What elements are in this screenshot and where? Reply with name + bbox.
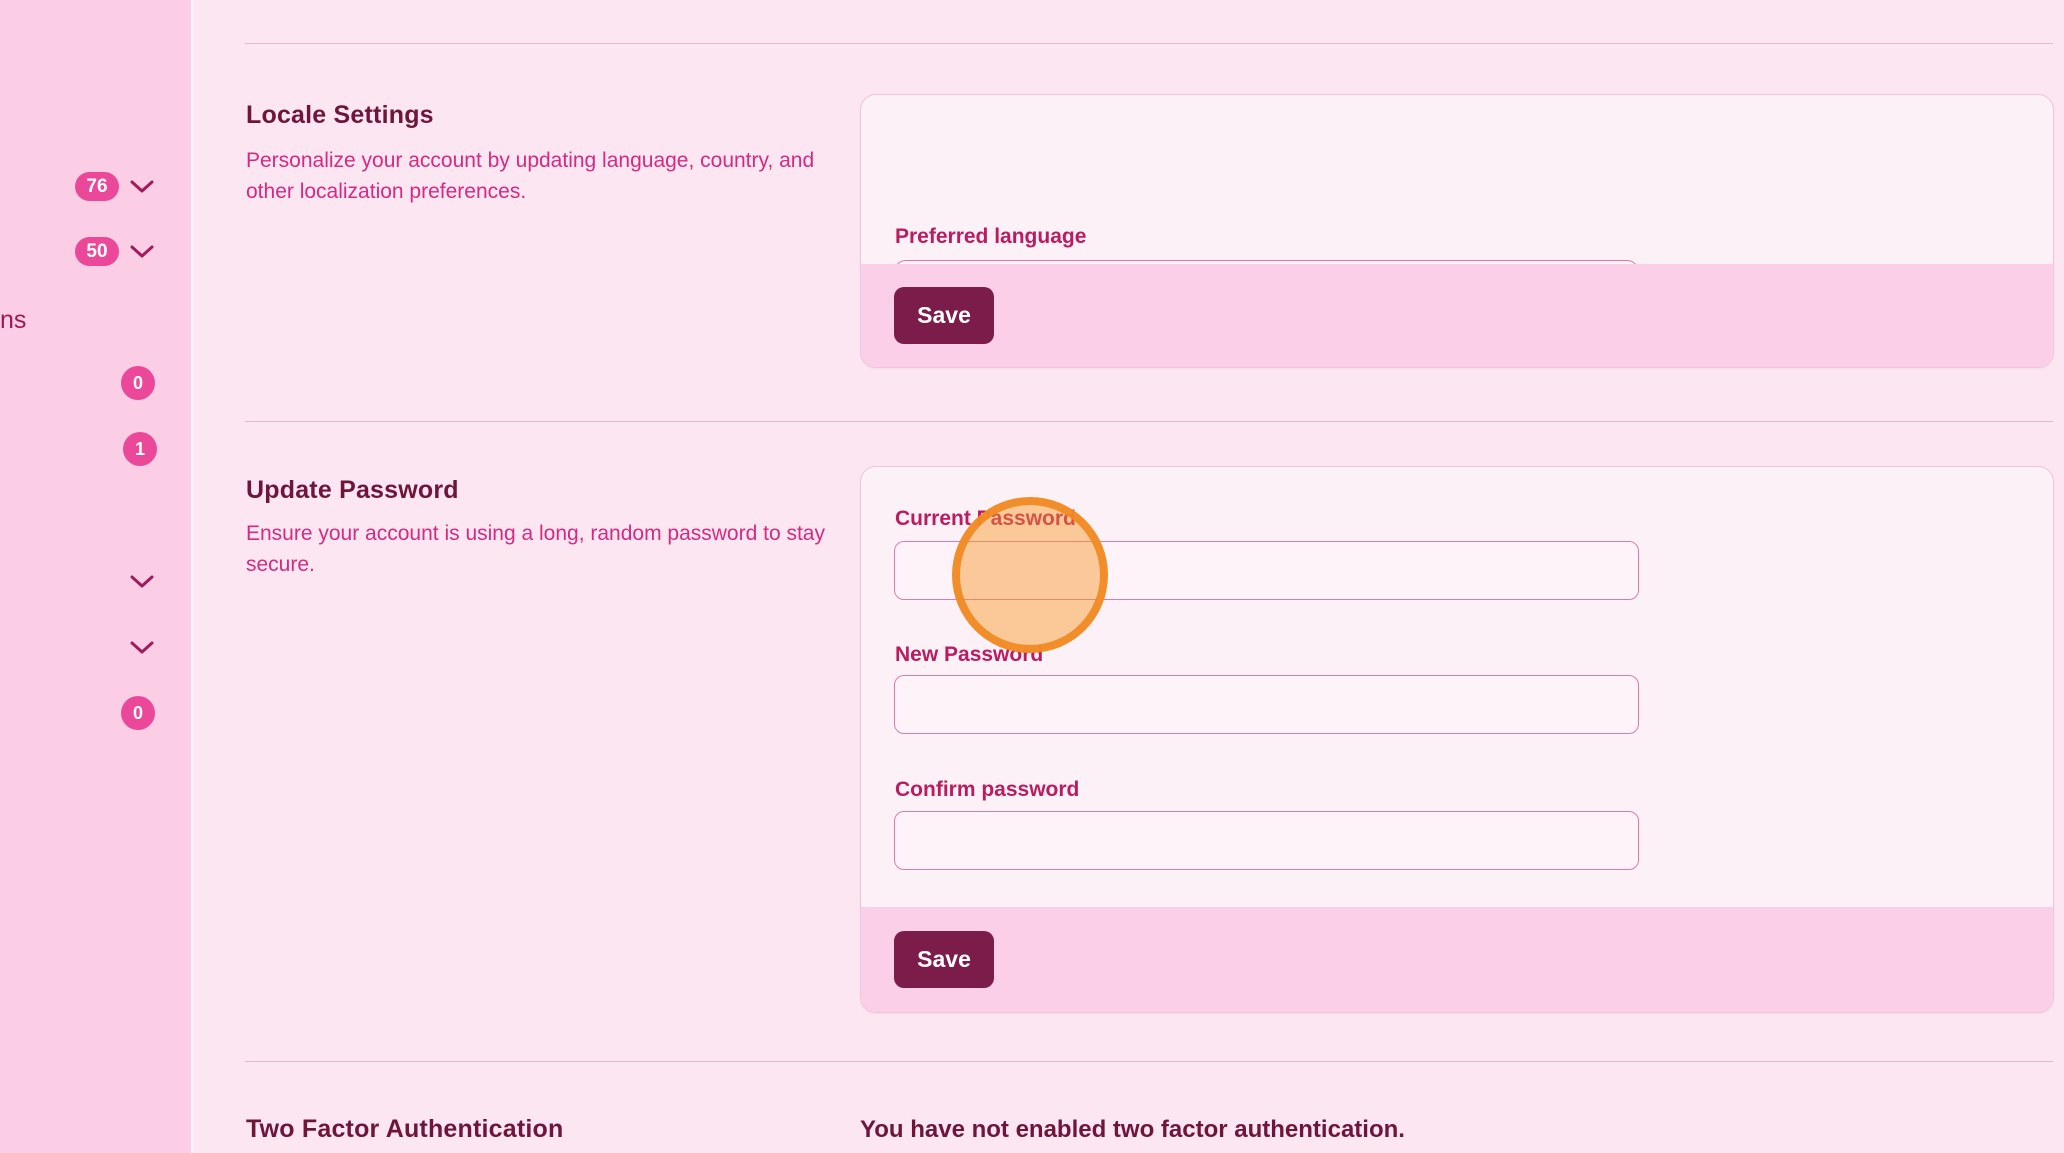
save-locale-button[interactable]: Save: [894, 287, 994, 344]
sidebar-count-badge[interactable]: 0: [121, 696, 155, 730]
locale-settings-title: Locale Settings: [246, 101, 434, 129]
sidebar-count-badge[interactable]: 1: [123, 432, 157, 466]
confirm-password-input[interactable]: [894, 811, 1639, 870]
chevron-down-icon[interactable]: [130, 180, 154, 193]
sidebar-count-badge[interactable]: 0: [121, 366, 155, 400]
update-password-card: [860, 466, 2054, 1013]
chevron-down-icon[interactable]: [130, 245, 154, 258]
update-password-description: Ensure your account is using a long, random password to stay secure.: [246, 522, 825, 576]
section-divider: [245, 421, 2053, 422]
chevron-down-icon[interactable]: [130, 641, 154, 654]
locale-settings-card: [860, 94, 2054, 368]
current-password-label: Current Password: [895, 507, 1076, 530]
locale-settings-description: Personalize your account by updating language, country, and other localization preferences.: [246, 149, 815, 203]
new-password-label: New Password: [895, 643, 1044, 666]
two-factor-status: You have not enabled two factor authentication.: [860, 1116, 1405, 1143]
section-divider: [245, 43, 2053, 44]
update-password-title: Update Password: [246, 476, 459, 504]
locale-card-footer: [861, 264, 2053, 367]
confirm-password-label: Confirm password: [895, 778, 1080, 801]
two-factor-title: Two Factor Authentication: [246, 1115, 564, 1143]
new-password-input[interactable]: [894, 675, 1639, 734]
sidebar: [0, 0, 194, 1153]
sidebar-count-badge[interactable]: 50: [75, 237, 119, 266]
current-password-input[interactable]: [894, 541, 1639, 600]
sidebar-count-badge[interactable]: 76: [75, 172, 119, 201]
section-divider: [245, 1061, 2053, 1062]
chevron-down-icon[interactable]: [130, 575, 154, 588]
preferred-language-label: Preferred language: [895, 225, 1087, 248]
save-password-button[interactable]: Save: [894, 931, 994, 988]
password-card-footer: [861, 907, 2053, 1012]
sidebar-item-label-cropped[interactable]: ns: [0, 306, 27, 334]
